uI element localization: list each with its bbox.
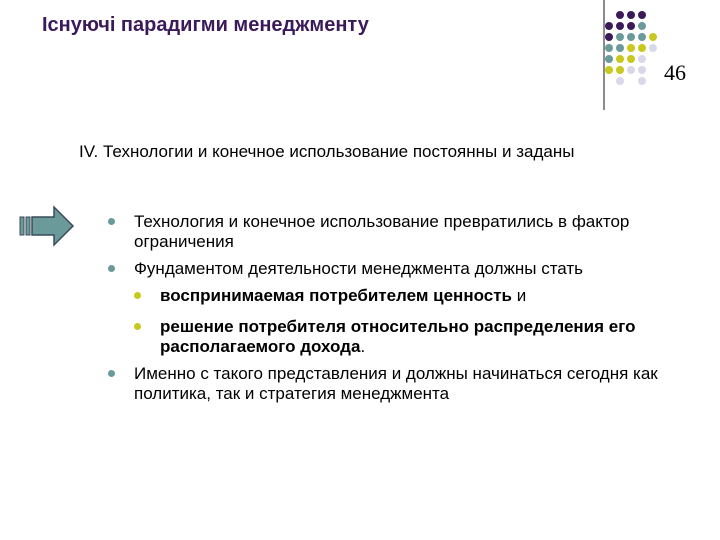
decorative-dot	[616, 55, 624, 63]
decorative-dot	[649, 33, 657, 41]
decorative-dot	[649, 44, 657, 52]
bullet-item	[108, 212, 688, 252]
sub-bullet-text: и	[512, 286, 527, 305]
bullet-dot-icon	[108, 370, 115, 377]
right-arrow-icon	[19, 205, 75, 247]
slide-title: Існуючі парадигми менеджменту	[42, 14, 369, 36]
bullet-dot-icon	[108, 265, 115, 272]
sub-bullet-text: .	[360, 337, 366, 356]
bullet-text: Технология и конечное использование превратились в фактор ограничения	[134, 212, 630, 251]
vertical-divider	[603, 0, 605, 110]
decorative-dot	[605, 22, 613, 30]
decorative-dot	[605, 44, 613, 52]
decorative-dot	[616, 33, 624, 41]
slide-subtitle: IV. Технологии и конечное использование постоянны и заданы	[79, 142, 575, 161]
sub-bullet-bold-text: решение потребителя относительно распределения его располагаемого дохода	[160, 317, 636, 356]
decorative-dot	[638, 22, 646, 30]
page-number: 46	[664, 60, 686, 85]
sub-bullet-item	[134, 317, 688, 357]
decorative-dot	[627, 22, 635, 30]
sub-bullet-item	[134, 286, 688, 306]
bullet-list	[108, 212, 688, 411]
decorative-dot	[638, 44, 646, 52]
decorative-dot	[616, 22, 624, 30]
decorative-dot	[638, 11, 646, 19]
decorative-dot	[616, 44, 624, 52]
sub-bullet-bold-text: воспринимаемая потребителем ценность	[160, 286, 512, 305]
decorative-dot	[627, 44, 635, 52]
bullet-item	[108, 364, 688, 404]
decorative-dot	[616, 11, 624, 19]
decorative-dot	[605, 55, 613, 63]
decorative-dot	[638, 33, 646, 41]
decorative-dot	[616, 77, 624, 85]
decorative-dot-grid	[0, 0, 720, 110]
bullet-item	[108, 259, 688, 279]
decorative-dot	[627, 33, 635, 41]
decorative-dot	[627, 11, 635, 19]
bullet-dot-icon	[108, 218, 115, 225]
sub-bullet-dot-icon	[134, 323, 141, 330]
decorative-dot	[605, 33, 613, 41]
decorative-dot	[616, 66, 624, 74]
bullet-text: Именно с такого представления и должны начинаться сегодня как политика, так и стратегия менеджмента	[134, 364, 658, 403]
sub-bullet-dot-icon	[134, 292, 141, 299]
decorative-dot	[605, 66, 613, 74]
bullet-text: Фундаментом деятельности менеджмента должны стать	[134, 259, 584, 278]
